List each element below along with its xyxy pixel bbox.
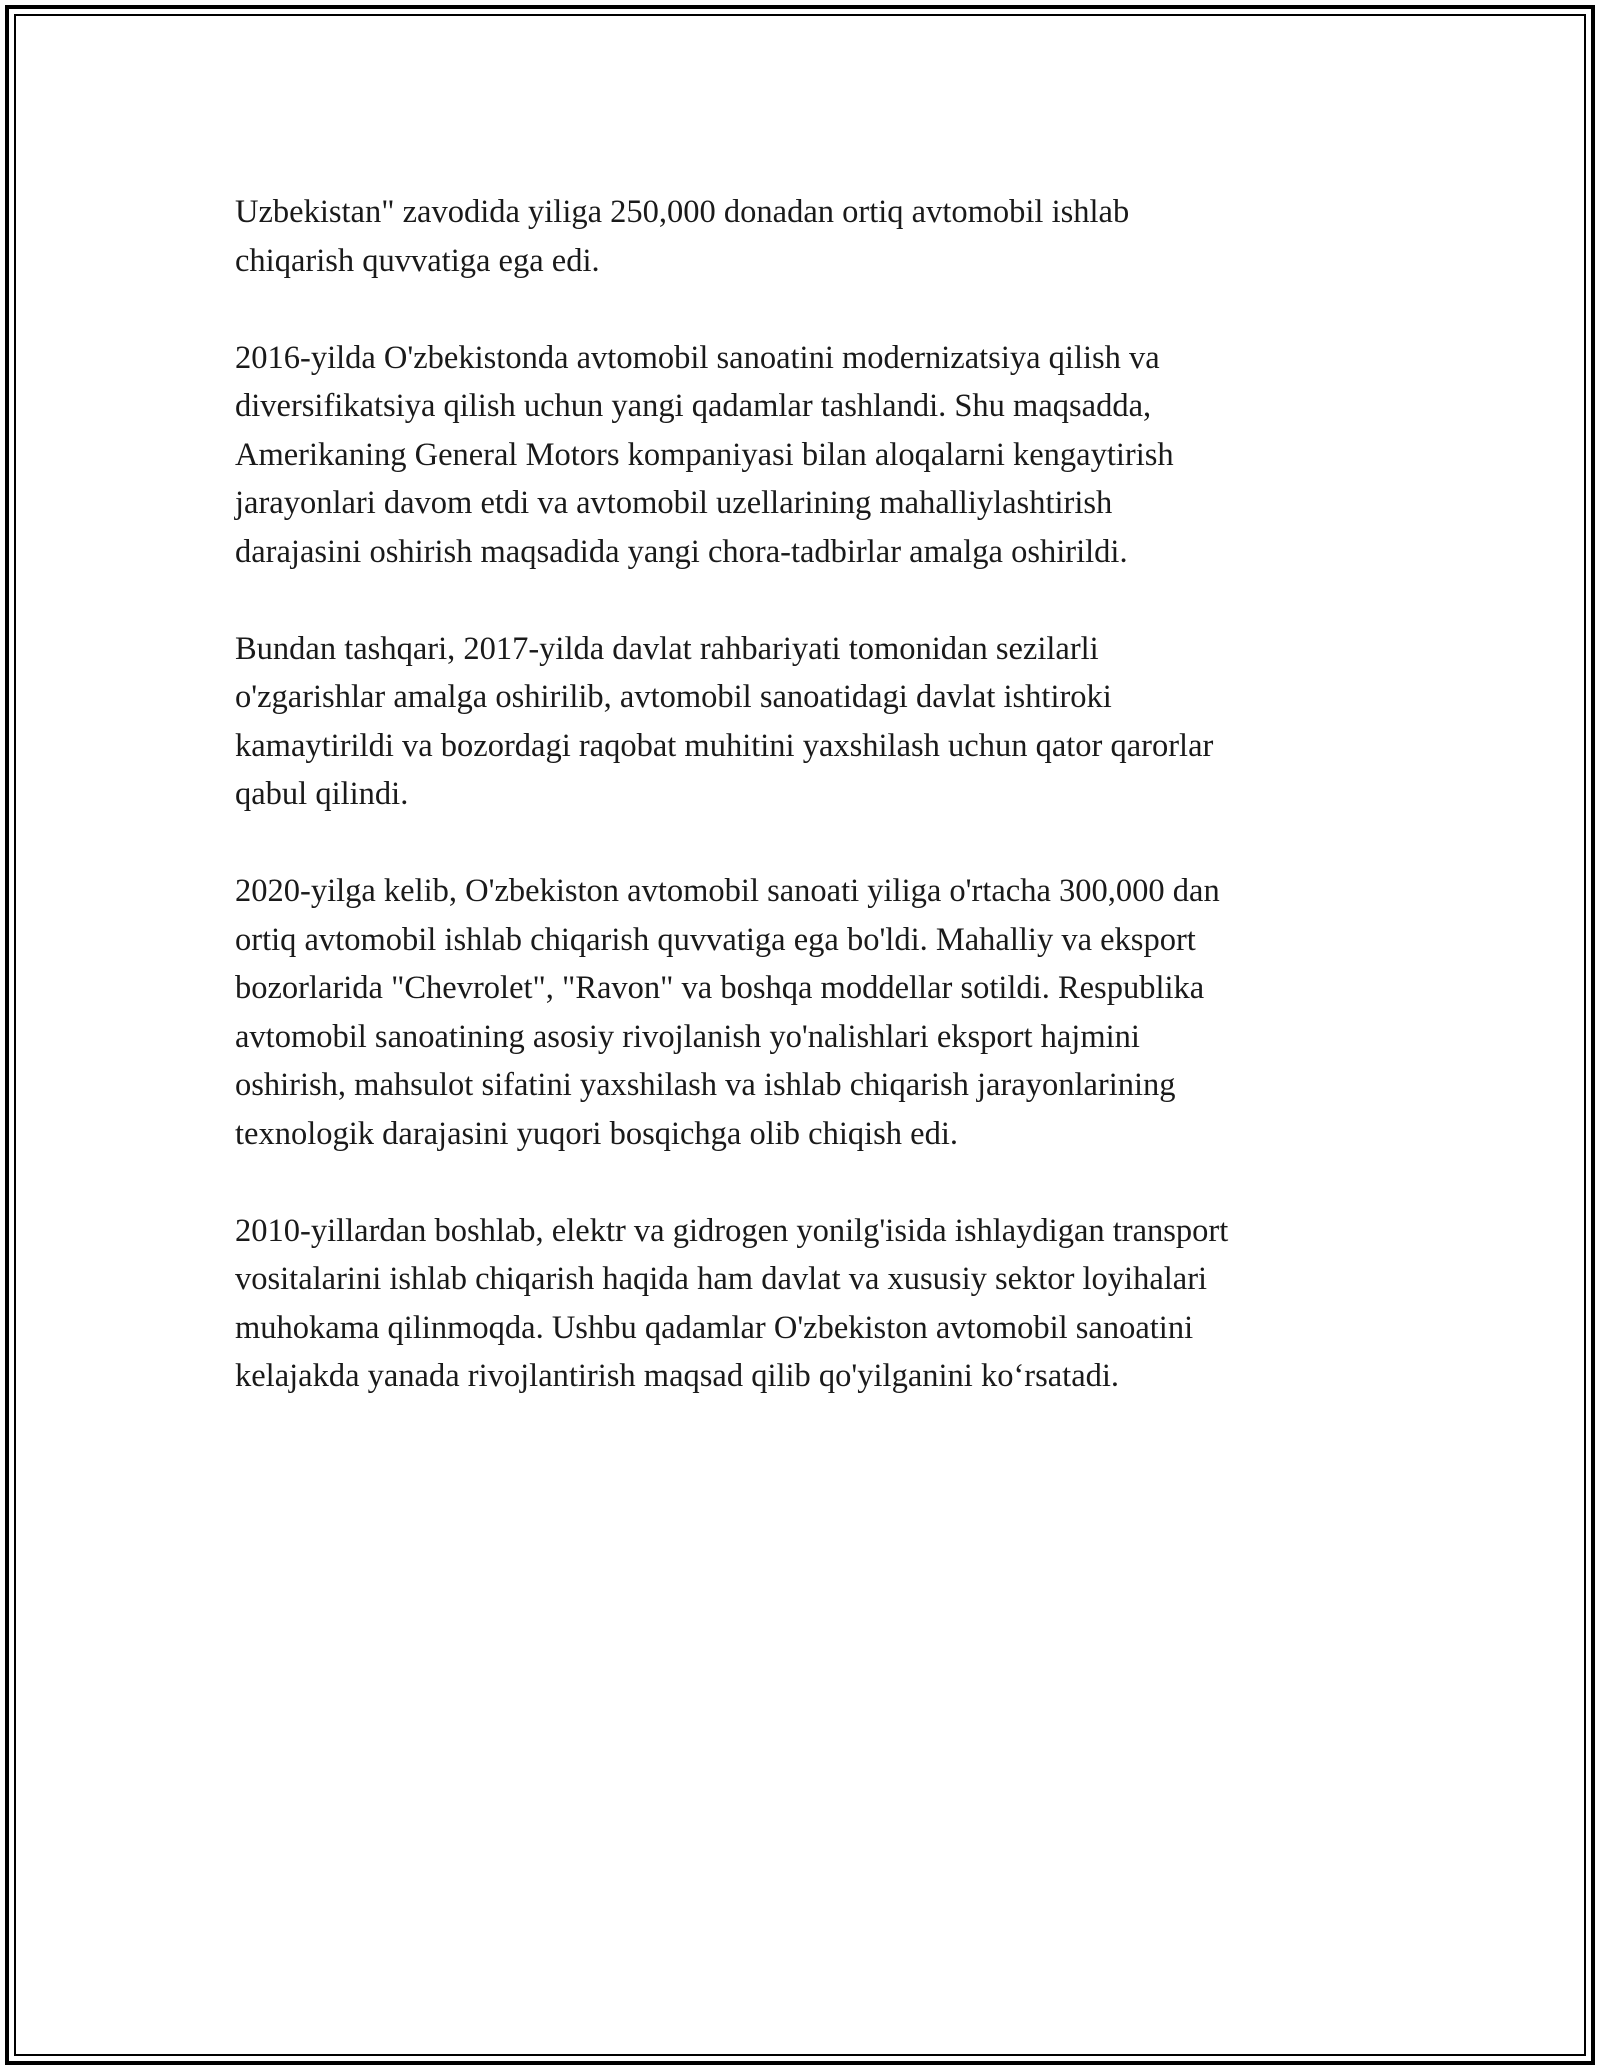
paragraph-4: 2020-yilga kelib, O'zbekiston avtomobil sanoati yiliga o'rtacha 300,000 dan ortiq avtomobil ishlab chiqarish quvvatiga ega bo'ldi. Mahalliy va eksport bozorlarida "Chevrolet", "Ravon" va boshqa moddellar sotildi. Respublika avtomobil sanoatining asosiy rivojlanish yo'nalishlari eksport hajmini oshirish, mahsulot sifatini yaxshilash va ishlab chiqarish jarayonlarining texnologik darajasini yuqori bosqichga olib chiqish edi. [235,873,1220,1152]
paragraph-3: Bundan tashqari, 2017-yilda davlat rahbariyati tomonidan sezilarli o'zgarishlar amalga oshirilib, avtomobil sanoatidagi davlat ishtiroki kamaytirildi va bozordagi raqobat muhitini yaxshilash uchun qator qarorlar qabul qilindi. [235,630,1214,812]
document-body [235,188,1380,1449]
paragraph-1: Uzbekistan" zavodida yiliga 250,000 donadan ortiq avtomobil ishlab chiqarish quvvatiga ega edi. [235,194,1130,279]
paragraph-5: 2010-yillardan boshlab, elektr va gidrogen yonilg'isida ishlaydigan transport vositalarini ishlab chiqarish haqida ham davlat va xususiy sektor loyihalari muhokama qilinmoqda. Ushbu qadamlar O'zbekiston avtomobil sanoatini kelajakda yanada rivojlantirish maqsad qilib qo'yilganini koʻrsatadi. [235,1212,1229,1394]
paragraph-2: 2016-yilda O'zbekistonda avtomobil sanoatini modernizatsiya qilish va diversifikatsiya qilish uchun yangi qadamlar tashlandi. Shu maqsadda, Amerikaning General Motors kompaniyasi bilan aloqalarni kengaytirish jarayonlari davom etdi va avtomobil uzellarining mahalliylashtirish darajasini oshirish maqsadida yangi chora-tadbirlar amalga oshirildi. [235,339,1174,570]
